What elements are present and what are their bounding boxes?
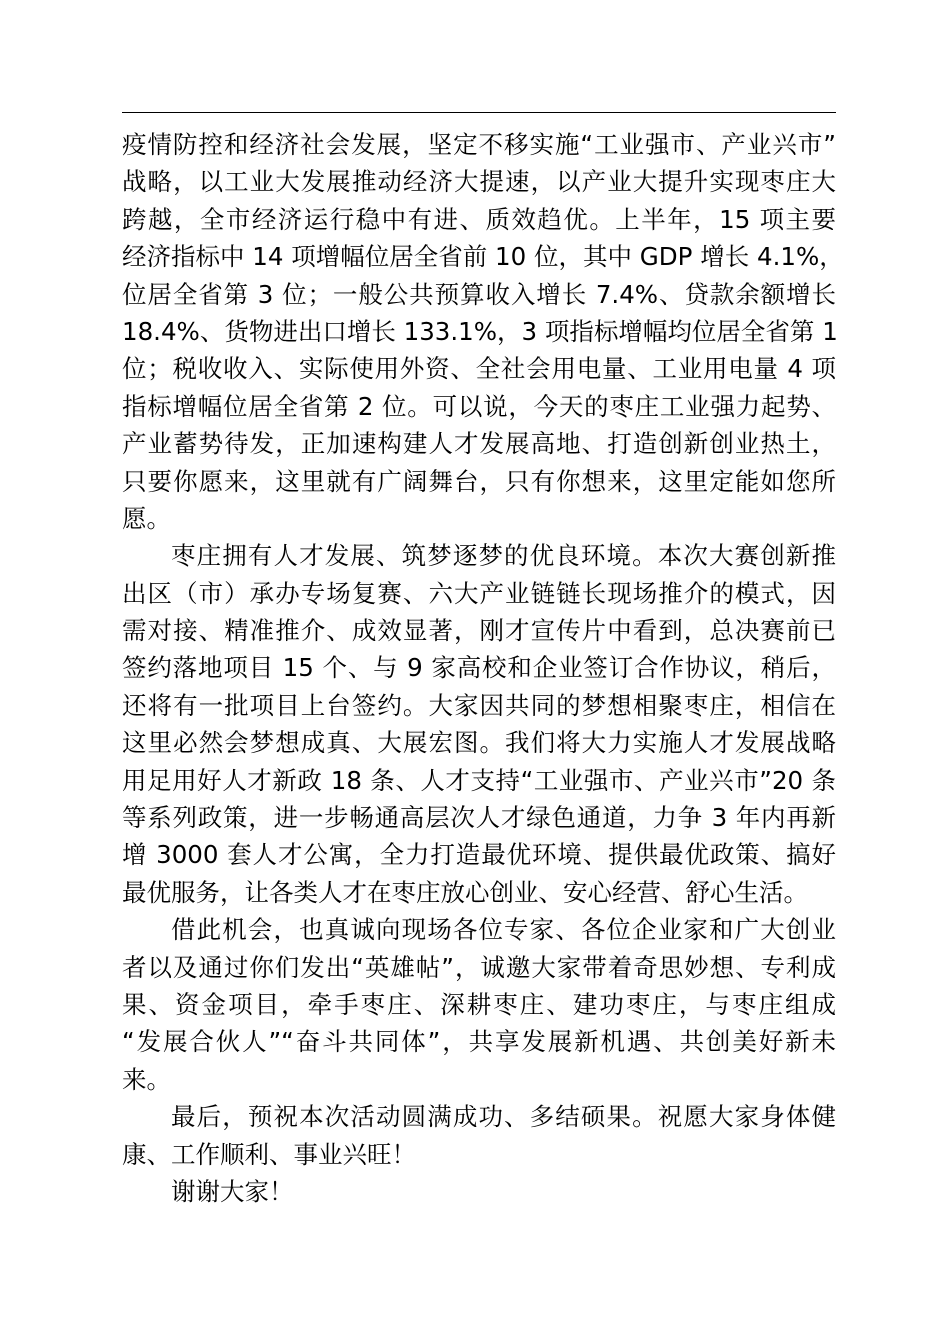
body-text bbox=[122, 126, 844, 1210]
text-line: 需对接、精准推介、成效显著，刚才宣传片中看到，总决赛前已 bbox=[122, 616, 836, 646]
text-line: 这里必然会梦想成真、大展宏图。我们将大力实施人才发展战略 bbox=[122, 728, 836, 758]
text-line: 愿。 bbox=[122, 503, 171, 533]
text-line: 增 3000 套人才公寓，全力打造最优环境、提供最优政策、搞好 bbox=[122, 840, 836, 870]
text-line: 战略，以工业大发展推动经济大提速，以产业大提升实现枣庄大 bbox=[122, 167, 836, 197]
text-line: 位；税收收入、实际使用外资、全社会用电量、工业用电量 4 项 bbox=[122, 354, 836, 384]
text-line: 只要你愿来，这里就有广阔舞台，只有你想来，这里定能如您所 bbox=[122, 466, 836, 496]
text-line: 经济指标中 14 项增幅位居全省前 10 位，其中 GDP 增长 4.1%， bbox=[122, 242, 844, 272]
text-line: 位居全省第 3 位；一般公共预算收入增长 7.4%、贷款余额增长 bbox=[122, 279, 836, 309]
text-line: 谢谢大家！ bbox=[171, 1176, 294, 1206]
text-line: 来。 bbox=[122, 1064, 171, 1094]
text-line: 跨越，全市经济运行稳中有进、质效趋优。上半年，15 项主要 bbox=[122, 204, 836, 234]
text-line: 产业蓄势待发，正加速构建人才发展高地、打造创新创业热土， bbox=[122, 429, 836, 459]
text-line: 借此机会，也真诚向现场各位专家、各位企业家和广大创业 bbox=[171, 915, 836, 945]
text-line: 出区（市）承办专场复赛、六大产业链链长现场推介的模式，因 bbox=[122, 578, 836, 608]
text-line: 最后，预祝本次活动圆满成功、多结硕果。祝愿大家身体健 bbox=[171, 1102, 836, 1132]
text-line: 签约落地项目 15 个、与 9 家高校和企业签订合作协议，稍后， bbox=[122, 653, 836, 683]
header-rule bbox=[122, 112, 836, 113]
text-line: 康、工作顺利、事业兴旺！ bbox=[122, 1139, 416, 1169]
text-line: 最优服务，让各类人才在枣庄放心创业、安心经营、舒心生活。 bbox=[122, 877, 808, 907]
text-line: 指标增幅位居全省第 2 位。可以说，今天的枣庄工业强力起势、 bbox=[122, 391, 836, 421]
text-line: “发展合伙人”“奋斗共同体”，共享发展新机遇、共创美好新未 bbox=[122, 1027, 836, 1057]
text-line: 枣庄拥有人才发展、筑梦逐梦的优良环境。本次大赛创新推 bbox=[171, 541, 836, 571]
text-line: 等系列政策，进一步畅通高层次人才绿色通道，力争 3 年内再新 bbox=[122, 803, 836, 833]
text-line: 果、资金项目，牵手枣庄、深耕枣庄、建功枣庄，与枣庄组成 bbox=[122, 989, 836, 1019]
text-line: 者以及通过你们发出“英雄帖”，诚邀大家带着奇思妙想、专利成 bbox=[122, 952, 836, 982]
text-line: 用足用好人才新政 18 条、人才支持“工业强市、产业兴市”20 条 bbox=[122, 765, 836, 795]
text-line: 18.4%、货物进出口增长 133.1%，3 项指标增幅均位居全省第 1 bbox=[122, 316, 838, 346]
text-line: 疫情防控和经济社会发展，坚定不移实施“工业强市、产业兴市” bbox=[122, 130, 836, 159]
text-line: 还将有一批项目上台签约。大家因共同的梦想相聚枣庄，相信在 bbox=[122, 690, 836, 720]
